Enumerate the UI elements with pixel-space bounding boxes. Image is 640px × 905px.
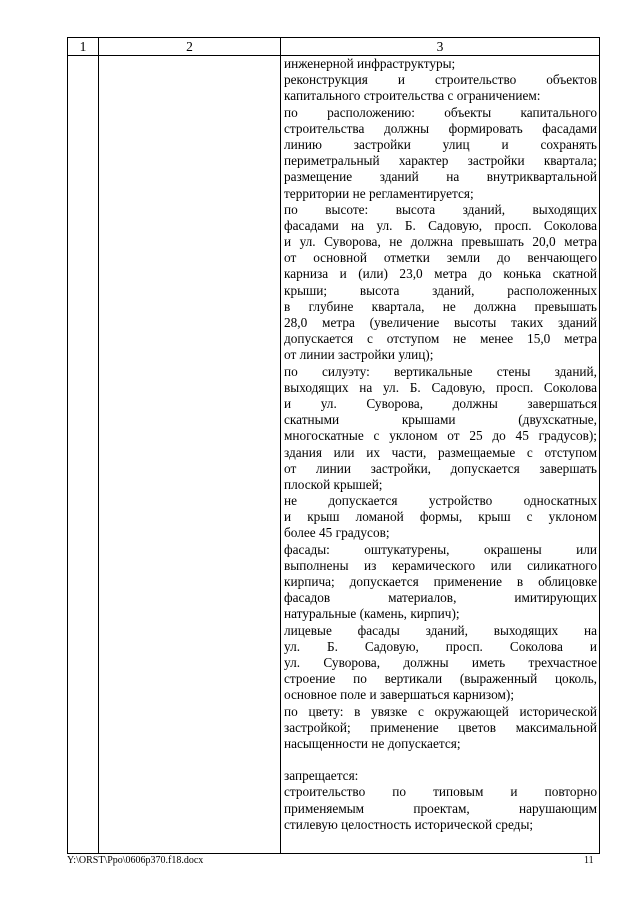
text-line: периметральный характер застройки квартала;: [284, 153, 597, 169]
text-line: строение по вертикали (выраженный цоколь,: [284, 671, 597, 687]
text-line: от линии застройки, допускается завершать: [284, 460, 597, 476]
text-line: фасадами на ул. Б. Садовую, просп. Соколова: [284, 217, 597, 233]
text-line: стилевую целостность исторической среды;: [284, 816, 534, 832]
cell-col-1: [68, 56, 99, 854]
text-line: по цвету: в увязке с окружающей исторической: [284, 703, 597, 719]
text-line: допускается с отступом не менее 15,0 метра: [284, 331, 597, 347]
text-line: основное поле и завершаться карнизом);: [284, 687, 515, 703]
text-line: по расположению: объекты капитального: [284, 104, 597, 120]
text-line: строительства должны формировать фасадами: [284, 120, 597, 136]
regulation-text: [281, 56, 599, 833]
table-body-row: [68, 56, 600, 854]
blank-line: [284, 752, 597, 768]
text-line: и крыш ломаной формы, крыш с уклоном: [284, 509, 597, 525]
text-line: скатными крышами (двухскатные,: [284, 412, 597, 428]
text-line: выполнены из керамического или силикатного: [284, 557, 597, 573]
text-line: по высоте: высота зданий, выходящих: [284, 201, 597, 217]
text-line: застройкой; применение цветов максимальной: [284, 719, 597, 735]
text-line: здания или их части, размещаемые с отступом: [284, 444, 597, 460]
text-line: крыши; высота зданий, расположенных: [284, 282, 597, 298]
text-line: кирпича; допускается применение в облицовке: [284, 574, 597, 589]
cell-col-2: [99, 56, 281, 854]
text-line: ул. Б. Садовую, просп. Соколова и: [284, 638, 597, 654]
text-line: территории не регламентируется;: [284, 185, 474, 201]
page-number: 11: [584, 855, 594, 866]
text-line: натуральные (камень, кирпич);: [284, 606, 460, 622]
text-line: инженерной инфраструктуры;: [284, 56, 456, 71]
header-col-2: 2: [99, 38, 281, 56]
text-line: выходящих на ул. Б. Садовую, просп. Соколова: [284, 379, 597, 395]
regulation-table: [67, 37, 600, 854]
text-line: от линии застройки улиц);: [284, 347, 434, 363]
text-line: линию застройки улиц и сохранять: [284, 136, 597, 152]
text-line: ул. Суворова, должны иметь трехчастное: [284, 654, 597, 670]
text-line: и ул. Суворова, не должна превышать 20,0 метра: [284, 234, 597, 250]
table-header-row: [68, 38, 600, 56]
text-line: по силуэту: вертикальные стены зданий,: [284, 363, 597, 379]
footer-file-path: Y:\ORST\Ppo\0606p370.f18.docx: [67, 855, 204, 866]
text-line: многоскатные с уклоном от 25 до 45 градусов);: [284, 428, 597, 444]
text-line: фасадов материалов, имитирующих: [284, 590, 597, 606]
text-line: в глубине квартала, не должна превышать: [284, 298, 597, 314]
text-line: размещение зданий на внутриквартальной: [284, 169, 597, 185]
cell-col-3: [281, 56, 600, 854]
text-line: 28,0 метра (увеличение высоты таких зданий: [284, 315, 597, 330]
text-line: фасады: оштукатурены, окрашены или: [284, 541, 597, 557]
header-col-3: 3: [281, 38, 600, 56]
text-line: применяемым проектам, нарушающим: [284, 800, 597, 816]
text-line: от основной отметки земли до венчающего: [284, 250, 597, 266]
text-line: запрещается:: [284, 768, 359, 784]
text-line: строительство по типовым и повторно: [284, 784, 597, 800]
text-line: реконструкция и строительство объектов: [284, 72, 597, 88]
text-line: капитального строительства с ограничением:: [284, 88, 541, 104]
text-line: не допускается устройство односкатных: [284, 493, 597, 509]
text-line: насыщенности не допускается;: [284, 735, 461, 751]
text-line: карниза и (или) 23,0 метра до конька скатной: [284, 266, 597, 282]
header-col-1: 1: [68, 38, 99, 56]
text-line: плоской крышей;: [284, 476, 383, 492]
text-line: более 45 градусов;: [284, 525, 390, 541]
text-line: лицевые фасады зданий, выходящих на: [284, 622, 597, 638]
text-line: и ул. Суворова, должны завершаться: [284, 395, 597, 411]
